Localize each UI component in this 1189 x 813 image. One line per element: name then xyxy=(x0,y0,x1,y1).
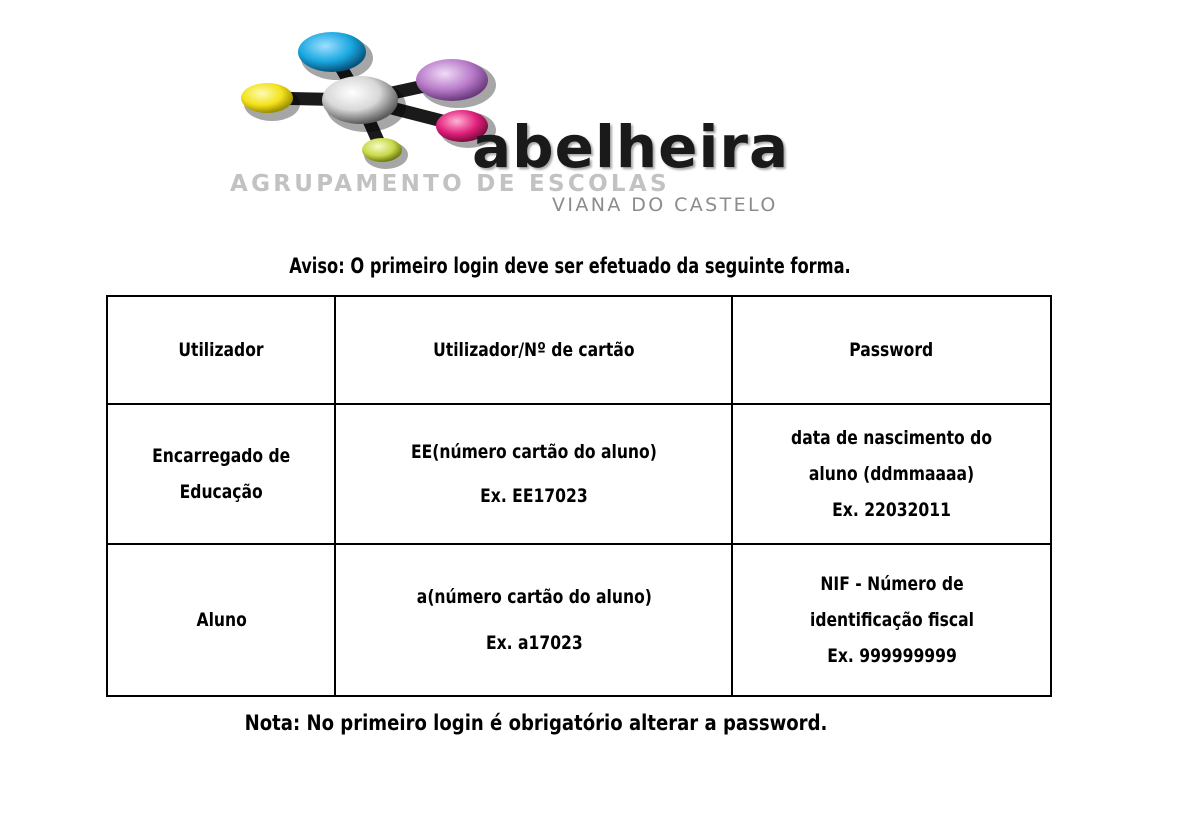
table-row xyxy=(107,404,1051,544)
password-cell-text xyxy=(791,420,992,528)
user-cell xyxy=(107,544,335,696)
user-cell-text xyxy=(152,438,290,510)
password-example: Ex. 999999999 xyxy=(826,645,957,667)
user-cell-text xyxy=(196,602,246,638)
password-line: data de nascimento do xyxy=(791,427,993,449)
header-card-label: Utilizador/Nº de cartão xyxy=(433,339,635,361)
password-line: identificação fiscal xyxy=(809,609,974,631)
card-cell-text xyxy=(416,574,651,666)
school-logo xyxy=(222,22,902,222)
card-cell xyxy=(335,544,732,696)
logo-subtitle: AGRUPAMENTO DE ESCOLAS xyxy=(230,171,670,197)
password-change-note: Nota: No primeiro login é obrigatório alterar a password. xyxy=(244,711,828,735)
card-example: Ex. EE17023 xyxy=(480,485,588,507)
logo-wordmark: abelheira xyxy=(472,113,790,181)
table-row xyxy=(107,544,1051,696)
logo-city: VIANA DO CASTELO xyxy=(552,194,778,216)
card-cell xyxy=(335,404,732,544)
header-cell-user xyxy=(107,296,335,404)
card-line: a(número cartão do aluno) xyxy=(416,586,652,608)
table-header-row xyxy=(107,296,1051,404)
header-cell-card xyxy=(335,296,732,404)
header-password-label: Password xyxy=(849,339,934,361)
password-line: NIF - Número de xyxy=(820,573,964,595)
user-line: Encarregado de xyxy=(152,445,291,467)
user-line: Educação xyxy=(179,481,263,503)
password-line: aluno (ddmmaaaa) xyxy=(809,463,975,485)
header-user-label: Utilizador xyxy=(178,339,264,361)
user-line: Aluno xyxy=(196,609,247,631)
card-cell-text xyxy=(411,430,657,518)
password-cell-text xyxy=(810,566,974,674)
password-cell xyxy=(732,404,1051,544)
login-instructions-table xyxy=(106,295,1052,697)
card-example: Ex. a17023 xyxy=(485,632,583,654)
user-cell xyxy=(107,404,335,544)
password-example: Ex. 22032011 xyxy=(832,499,952,521)
header-cell-password xyxy=(732,296,1051,404)
card-line: EE(número cartão do aluno) xyxy=(410,441,657,463)
password-cell xyxy=(732,544,1051,696)
login-notice: Aviso: O primeiro login deve ser efetuado da seguinte forma. xyxy=(289,254,851,278)
